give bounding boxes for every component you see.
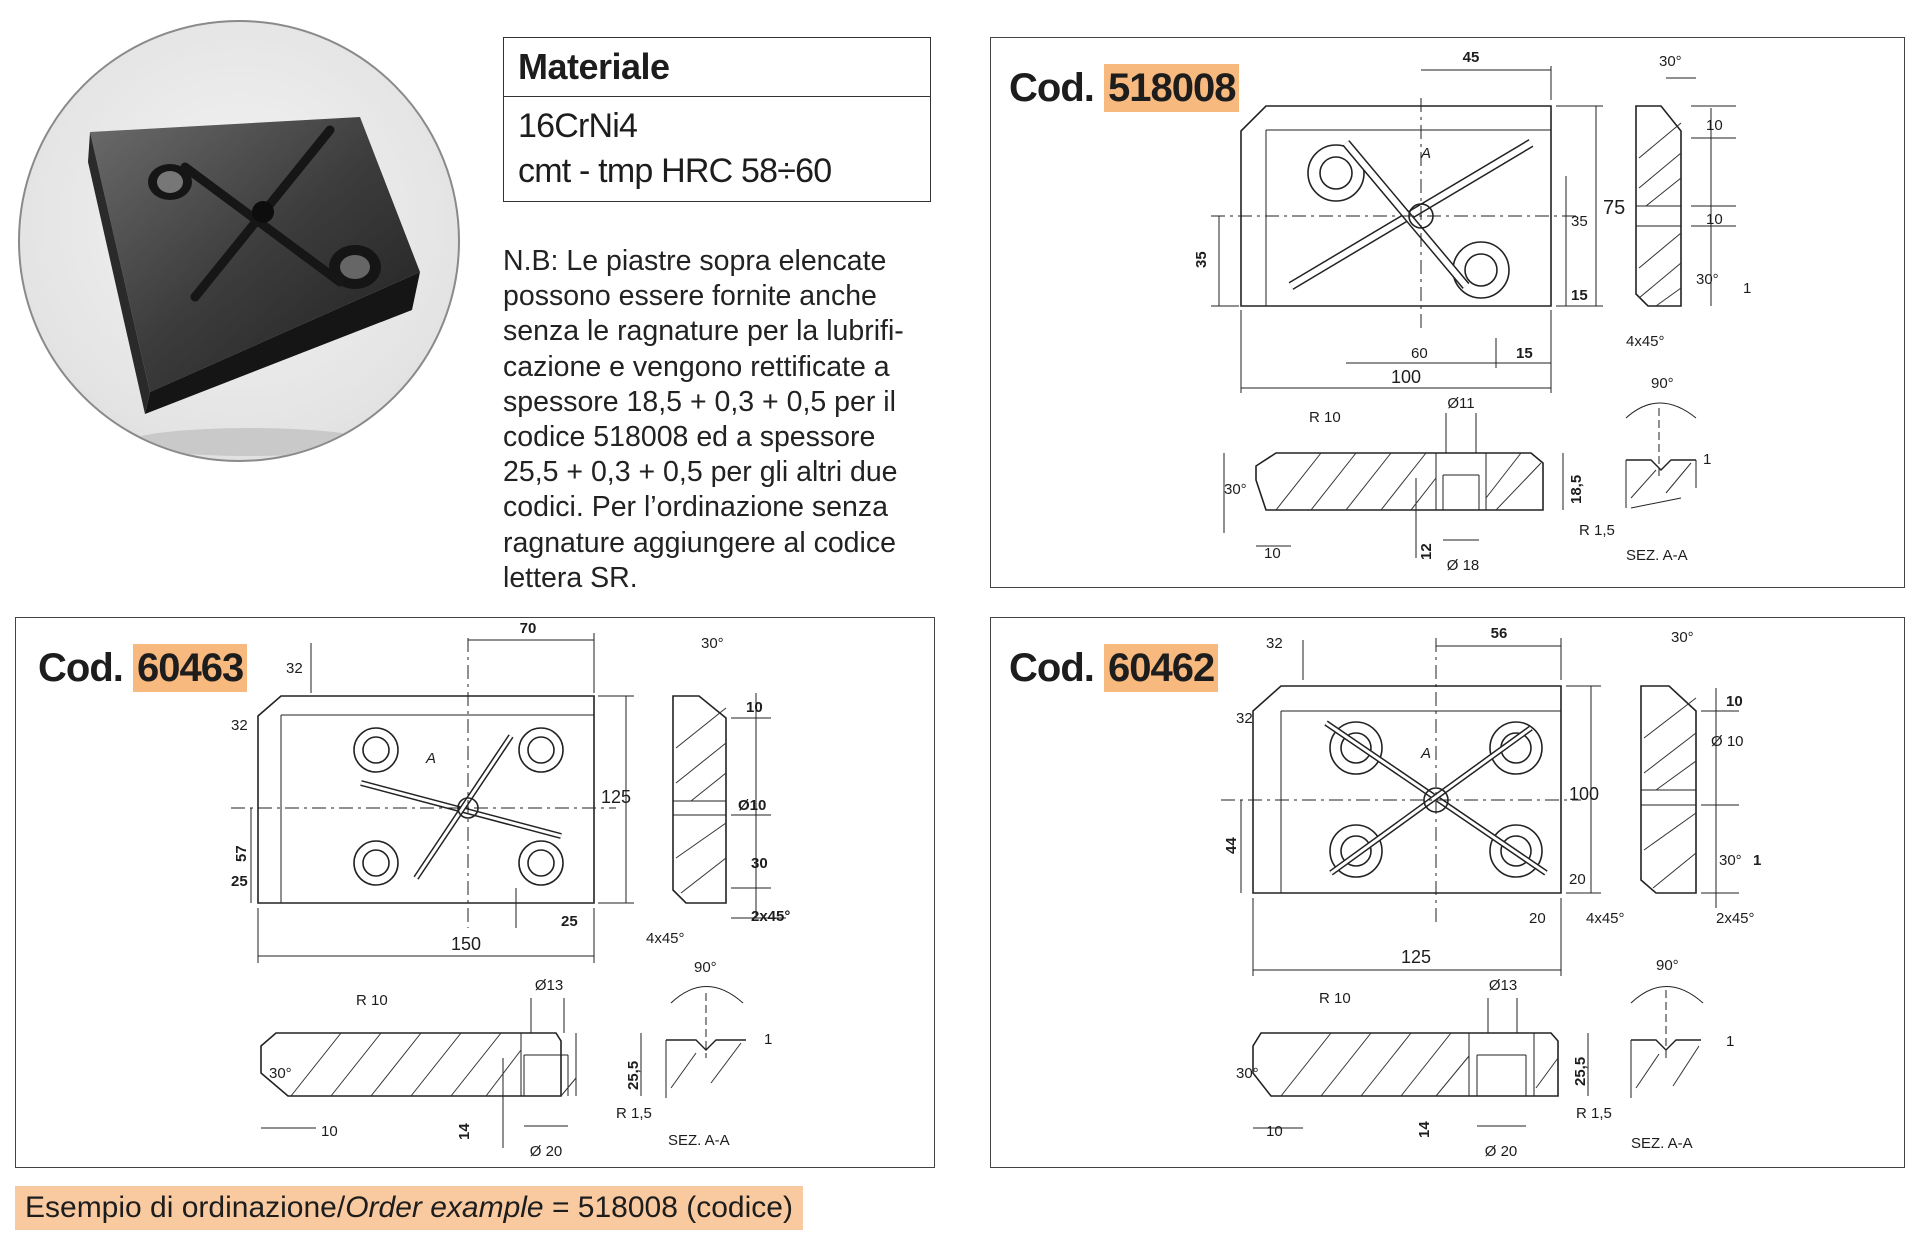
note-line: N.B: Le piastre sopra elencate bbox=[503, 245, 887, 277]
dim-label: 125 bbox=[1401, 947, 1432, 967]
dim-label: Ø10 bbox=[738, 797, 767, 814]
dim-label: 30° bbox=[1236, 1065, 1259, 1082]
dim-label: 30 bbox=[751, 855, 768, 872]
dim-label: Ø13 bbox=[534, 977, 564, 994]
dim-label: 1 bbox=[764, 1031, 773, 1048]
dim-label: R 1,5 bbox=[1576, 1105, 1612, 1122]
dim-label: 2x45° bbox=[751, 908, 791, 925]
material-heading: Materiale bbox=[504, 38, 930, 97]
dim-label: 30° bbox=[701, 635, 724, 652]
material-table bbox=[503, 37, 931, 202]
section-arrow-label: A bbox=[426, 750, 437, 767]
dim-label: 1 bbox=[1703, 451, 1712, 468]
dim-label: 32 bbox=[231, 717, 248, 734]
dim-label: 150 bbox=[451, 934, 482, 954]
dim-label: 10 bbox=[1706, 211, 1723, 228]
panel-60462 bbox=[990, 617, 1905, 1168]
order-example-prefix: Esempio di ordinazione/ bbox=[25, 1191, 346, 1224]
dim-label: R 10 bbox=[1319, 990, 1351, 1007]
dim-label: 35 bbox=[1193, 251, 1210, 268]
dim-label: 70 bbox=[519, 620, 537, 637]
section-arrow-label: A bbox=[1421, 745, 1432, 762]
section-label: SEZ. A-A bbox=[1631, 1135, 1693, 1152]
dim-label: 10 bbox=[1266, 1123, 1283, 1140]
note-text bbox=[503, 244, 938, 596]
order-example-italic: Order example bbox=[345, 1191, 544, 1224]
order-example-suffix: = 518008 (codice) bbox=[543, 1191, 793, 1224]
dim-label: 100 bbox=[1569, 784, 1600, 804]
dim-label: 56 bbox=[1490, 625, 1508, 642]
dim-label: R 1,5 bbox=[616, 1105, 652, 1122]
dim-label: 2x45° bbox=[1716, 910, 1755, 927]
note-line: 25,5 + 0,3 + 0,5 per gli altri due bbox=[503, 456, 898, 489]
dim-label: 4x45° bbox=[1586, 910, 1625, 927]
dim-label: 10 bbox=[1726, 693, 1743, 710]
dim-label: R 10 bbox=[1309, 409, 1341, 426]
dim-label: 32 bbox=[1266, 635, 1283, 652]
dim-label: 100 bbox=[1391, 367, 1422, 387]
dim-label: 57 bbox=[233, 845, 250, 862]
dim-label: 4x45° bbox=[646, 930, 685, 947]
product-photo bbox=[18, 20, 460, 462]
dim-label: 1 bbox=[1743, 280, 1752, 297]
dim-label: 4x45° bbox=[1626, 333, 1665, 350]
note-line: possono essere fornite anche bbox=[503, 280, 877, 313]
dim-label: 32 bbox=[1236, 710, 1253, 727]
dim-label: 75 bbox=[1603, 197, 1626, 219]
material-hardness: cmt - tmp HRC 58÷60 bbox=[518, 152, 832, 190]
section-arrow-label: A bbox=[1421, 145, 1432, 162]
dim-label: R 10 bbox=[356, 992, 388, 1009]
dim-label: Ø 20 bbox=[1484, 1143, 1518, 1160]
drawing-60463 bbox=[16, 618, 933, 1166]
section-label: SEZ. A-A bbox=[1626, 547, 1688, 564]
dim-label: 15 bbox=[1571, 287, 1588, 304]
dim-label: 14 bbox=[1416, 1121, 1433, 1138]
dim-label: 14 bbox=[456, 1123, 473, 1140]
dim-label: Ø11 bbox=[1447, 395, 1475, 412]
note-line: codici. Per l’ordinazione senza bbox=[503, 491, 888, 524]
material-steel: 16CrNi4 bbox=[518, 107, 638, 145]
dim-label: 10 bbox=[1264, 545, 1281, 562]
dim-label: 44 bbox=[1223, 837, 1240, 854]
dim-label: Ø 20 bbox=[529, 1143, 563, 1160]
note-line: ragnature aggiungere al codice bbox=[503, 526, 896, 559]
dim-label: Ø 18 bbox=[1446, 557, 1480, 574]
dim-label: R 1,5 bbox=[1579, 522, 1615, 539]
dim-label: 18,5 bbox=[1568, 474, 1585, 504]
dim-label: 30° bbox=[1719, 852, 1742, 869]
note-line: senza le ragnature per la lubrifi- bbox=[503, 315, 904, 348]
plate-photo-illustration bbox=[20, 22, 460, 462]
panel-518008 bbox=[990, 37, 1905, 588]
dim-label: 30° bbox=[1696, 271, 1719, 288]
dim-label: Ø 10 bbox=[1711, 733, 1744, 750]
dim-label: 45 bbox=[1462, 49, 1480, 66]
order-example bbox=[15, 1186, 803, 1230]
code-number: 60462 bbox=[1104, 644, 1218, 692]
dim-label: 15 bbox=[1516, 345, 1533, 362]
drawing-518008 bbox=[991, 38, 1903, 586]
dim-label: 35 bbox=[1571, 213, 1588, 230]
code-number: 60463 bbox=[133, 644, 247, 692]
dim-label: 25,5 bbox=[1572, 1056, 1589, 1086]
dim-label: 25 bbox=[231, 873, 248, 890]
dim-label: 30° bbox=[269, 1065, 292, 1082]
note-line: lettera SR. bbox=[503, 561, 638, 594]
code-prefix: Cod. bbox=[1009, 66, 1094, 110]
dim-label: 90° bbox=[1656, 957, 1679, 974]
dim-label: 30° bbox=[1224, 481, 1247, 498]
dim-label: 90° bbox=[694, 959, 717, 976]
code-prefix: Cod. bbox=[38, 646, 123, 690]
dim-label: 32 bbox=[286, 660, 303, 677]
dim-label: 10 bbox=[746, 699, 763, 716]
dim-label: 10 bbox=[1706, 117, 1723, 134]
code-prefix: Cod. bbox=[1009, 646, 1094, 690]
panel-60463 bbox=[15, 617, 935, 1168]
dim-label: 30° bbox=[1659, 53, 1682, 70]
dim-label: 1 bbox=[1753, 852, 1762, 869]
dim-label: 20 bbox=[1529, 910, 1546, 927]
drawing-60462 bbox=[991, 618, 1903, 1166]
dim-label: 125 bbox=[601, 787, 632, 807]
section-label: SEZ. A-A bbox=[668, 1132, 730, 1149]
dim-label: 10 bbox=[321, 1123, 338, 1140]
dim-label: 30° bbox=[1671, 629, 1694, 646]
dim-label: 1 bbox=[1726, 1033, 1735, 1050]
note-line: codice 518008 ed a spessore bbox=[503, 421, 876, 454]
dim-label: 25,5 bbox=[625, 1060, 642, 1090]
dim-label: Ø13 bbox=[1488, 977, 1518, 994]
dim-label: 90° bbox=[1651, 375, 1674, 392]
dim-label: 12 bbox=[1418, 543, 1435, 560]
code-number: 518008 bbox=[1104, 64, 1239, 112]
note-line: cazione e vengono rettificate a bbox=[503, 350, 890, 383]
dim-label: 20 bbox=[1569, 871, 1586, 888]
dim-label: 25 bbox=[561, 913, 578, 930]
note-line: spessore 18,5 + 0,3 + 0,5 per il bbox=[503, 385, 896, 418]
dim-label: 60 bbox=[1411, 345, 1428, 362]
